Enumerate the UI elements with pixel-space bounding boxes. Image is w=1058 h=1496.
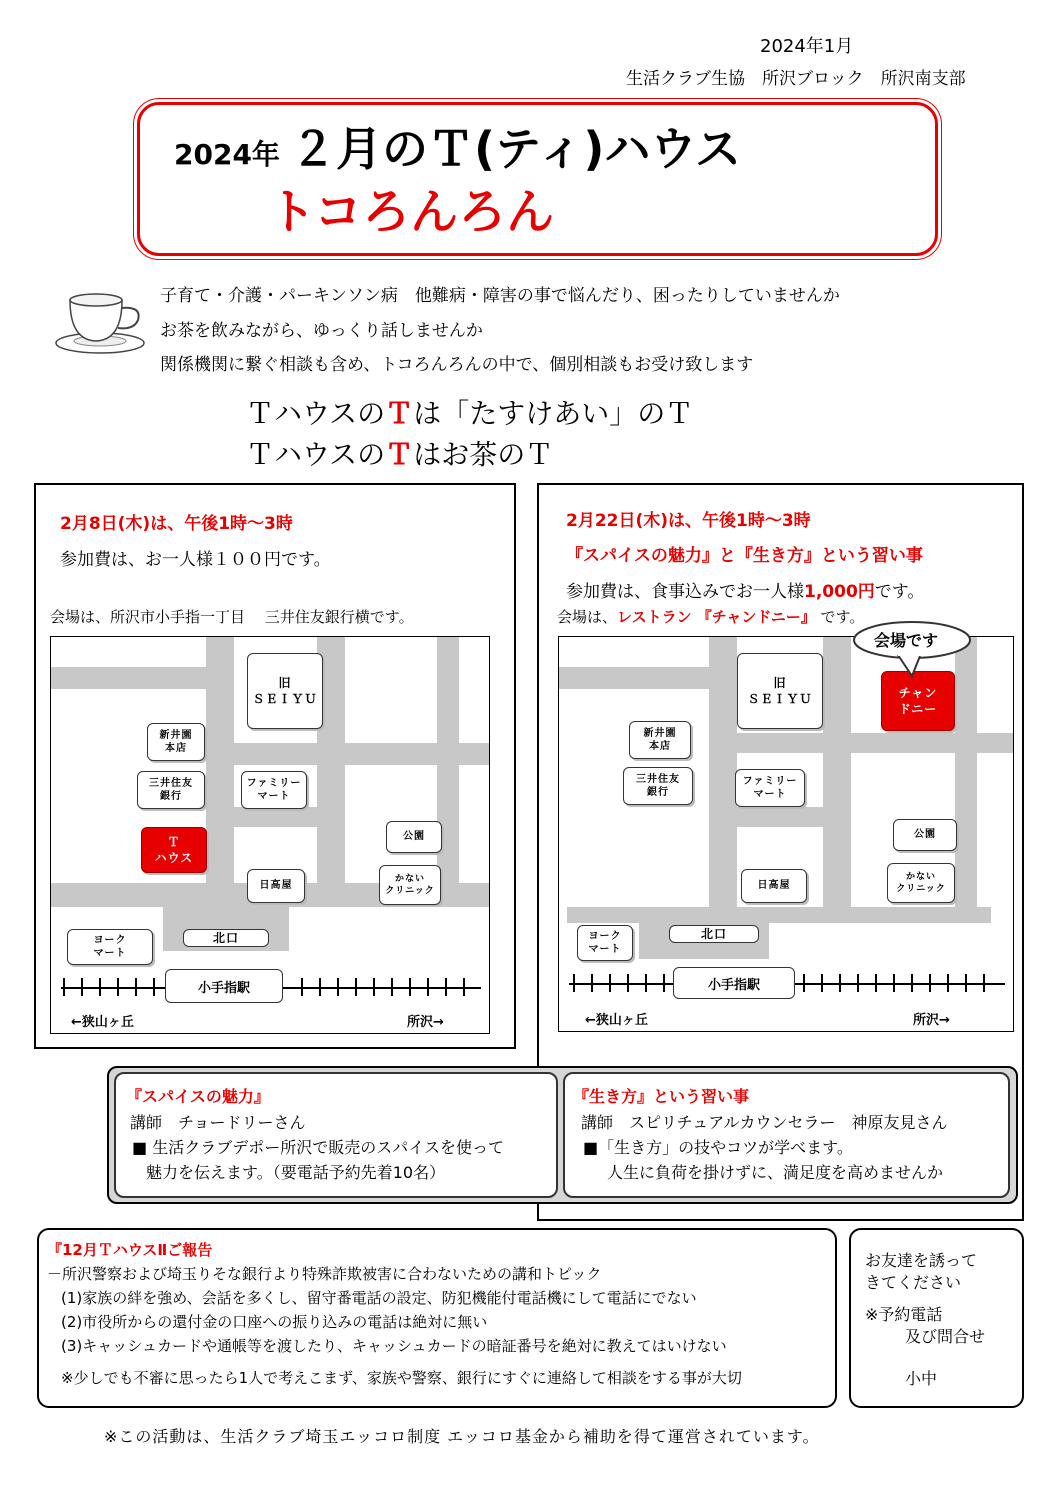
rail-tick [839, 974, 841, 992]
ikikata-desc-2: 人生に負荷を掛けずに、満足度を高めませんか [607, 1163, 944, 1182]
rail-tick [153, 978, 155, 996]
rail-tick [427, 978, 429, 996]
rail-tick [573, 974, 575, 992]
rail-tick [135, 978, 137, 996]
page-title: ２月のＴ(ティ)ハウス [290, 122, 741, 176]
road [737, 733, 1014, 753]
slogan-line-2 [246, 433, 553, 473]
event2-venue-name: レストラン 『チャンドニー』 [617, 608, 816, 626]
report-item-3: (3)キャッシュカードや通帳等を渡したり、キャッシュカードの暗証番号を絶対に教えてはいけない [61, 1337, 727, 1355]
rail-tick [337, 978, 339, 996]
rail-tick [947, 974, 949, 992]
rail-tick [821, 974, 823, 992]
rail-tick [445, 978, 447, 996]
rail-tick [463, 978, 465, 996]
spice-title: 『スパイスの魅力』 [126, 1087, 270, 1106]
teacup-icon [52, 288, 152, 356]
map-kitaguchi: 北口 [183, 929, 269, 947]
event2-venue-prefix: 会場は、 [557, 608, 618, 626]
slogan-1-rest: は「たすけあい」のＴ [413, 397, 694, 430]
rail-tick [99, 978, 101, 996]
road [737, 807, 845, 827]
map-kanai-clinic: かない クリニック [379, 865, 441, 905]
map-direction-left: ←狭山ヶ丘 [585, 1013, 648, 1028]
rail-tick [627, 974, 629, 992]
rail-tick [663, 974, 665, 992]
rail-tick [409, 978, 411, 996]
contact-name: 小中 [905, 1369, 938, 1388]
intro-line-1: 子育て・介護・パーキンソン病 他難病・障害の事で悩んだり、困ったりしていませんか [160, 286, 840, 306]
slogan-2-rest: はお茶のＴ [413, 438, 554, 471]
ikikata-desc-1: ■「生き方」の技やコツが学べます。 [583, 1138, 853, 1157]
map-kanai-clinic: かない クリニック [887, 863, 955, 903]
report-box [37, 1228, 837, 1408]
map-2 [558, 636, 1014, 1032]
issue-date: 2024年1月 [760, 36, 854, 57]
event2-theme: 『スパイスの魅力』と『生き方』という習い事 [566, 546, 923, 566]
road [51, 667, 206, 689]
rail-tick [857, 974, 859, 992]
spice-box [114, 1072, 558, 1198]
report-note: ※少しでも不審に思ったら1人で考えこまず、家族や警察、銀行にすぐに連絡して相談をする事が大切 [61, 1369, 742, 1387]
event2-fee-text: 参加費は、食事込みでお一人様 [566, 582, 804, 602]
map-direction-right: 所沢→ [913, 1013, 950, 1028]
map-araien: 新井園 本店 [147, 723, 205, 761]
footer-note: ※この活動は、生活クラブ埼玉エッコロ制度 エッコロ基金から補助を得て運営されています。 [104, 1427, 820, 1446]
slogan-2-text: Ｔハウスの [246, 438, 386, 471]
rail-tick [591, 974, 593, 992]
contact-line-4: 及び問合せ [905, 1327, 986, 1346]
rail-tick [391, 978, 393, 996]
map-araien: 新井園 本店 [629, 721, 691, 759]
rail-tick [63, 978, 65, 996]
report-item-1: (1)家族の絆を強め、会話を多くし、留守番電話の設定、防犯機能付電話機にして電話にでない [61, 1289, 697, 1307]
rail-tick [965, 974, 967, 992]
map-chandni: チャン ドニー [881, 671, 955, 731]
event2-fee [566, 577, 924, 602]
road [709, 637, 737, 937]
spice-desc-1: ■ 生活クラブデポー所沢で販売のスパイスを使って [132, 1138, 505, 1157]
event1-date: 2月8日(木)は、午後1時～3時 [60, 514, 293, 534]
organization-name: 生活クラブ生協 所沢ブロック 所沢南支部 [626, 69, 966, 89]
contact-line-3: ※予約電話 [865, 1305, 943, 1324]
contact-line-2: きてください [865, 1273, 962, 1292]
map-hidakaya: 日高屋 [741, 869, 807, 903]
rail-tick [983, 974, 985, 992]
title-box [137, 102, 938, 256]
spice-desc-2: 魅力を伝えます。（要電話予約先着10名） [146, 1163, 446, 1182]
map-familymart: ファミリー マート [241, 771, 307, 809]
rail-tick [645, 974, 647, 992]
rail-tick [929, 974, 931, 992]
map-old-seiyu: 旧 ＳＥＩＹＵ [247, 653, 323, 729]
map-old-seiyu: 旧 ＳＥＩＹＵ [737, 653, 823, 729]
rail-tick [803, 974, 805, 992]
event1-venue: 会場は、所沢市小手指一丁目 三井住友銀行横です。 [50, 608, 414, 626]
map-park: 公園 [386, 821, 442, 853]
rail-tick [301, 978, 303, 996]
ikikata-title: 『生き方』という習い事 [573, 1087, 750, 1106]
spice-lecturer: 講師 チョードリーさん [130, 1113, 306, 1132]
map-direction-left: ←狭山ヶ丘 [71, 1015, 134, 1030]
slogan-1-t: Ｔ [385, 397, 414, 430]
map-york-mart: ヨーク マート [577, 925, 633, 961]
rail-tick [875, 974, 877, 992]
map-park: 公園 [893, 819, 957, 851]
road [234, 807, 344, 827]
map-t-house: Ｔ ハウス [141, 827, 207, 873]
event2-venue [557, 606, 864, 627]
event2-fee-suffix: です。 [874, 582, 925, 602]
map-kitaguchi: 北口 [669, 925, 759, 943]
road [437, 637, 459, 907]
map-direction-right: 所沢→ [407, 1015, 444, 1030]
map-kotesashi-station: 小手指駅 [673, 967, 795, 999]
map-kotesashi-station: 小手指駅 [165, 969, 283, 1003]
map-mitsui-bank: 三井住友 銀行 [623, 767, 693, 805]
event2-venue-suffix: です。 [815, 608, 865, 626]
rail-tick [609, 974, 611, 992]
contact-line-1: お友達を誘って [865, 1251, 978, 1270]
ikikata-lecturer: 講師 スピリチュアルカウンセラー 神原友見さん [581, 1113, 948, 1132]
rail-tick [81, 978, 83, 996]
report-intro: －所沢警察および埼玉りそな銀行より特殊詐欺被害に合わないための講和トピック [47, 1265, 602, 1283]
ikikata-box [563, 1072, 1010, 1198]
map-hidakaya: 日高屋 [247, 869, 305, 903]
slogan-1-text: Ｔハウスの [246, 397, 386, 430]
rail-tick [911, 974, 913, 992]
event2-date: 2月22日(木)は、午後1時～3時 [566, 511, 811, 531]
event1-fee: 参加費は、お一人様１００円です。 [60, 550, 331, 570]
road [567, 907, 991, 923]
map-york-mart: ヨーク マート [67, 929, 153, 965]
report-title: 『12月ＴハウスⅡご報告 [47, 1241, 213, 1259]
event2-fee-amount: 1,000円 [804, 582, 875, 602]
rail-tick [319, 978, 321, 996]
rail-tick [117, 978, 119, 996]
title-year: 2024年 [174, 138, 280, 171]
contact-box [849, 1228, 1024, 1408]
rail-tick [355, 978, 357, 996]
page-subtitle: トコろんろん [268, 184, 555, 240]
intro-line-2: お茶を飲みながら、ゆっくり話しませんか [160, 321, 483, 341]
intro-line-3: 関係機関に繋ぐ相談も含め、トコろんろんの中で、個別相談もお受け致します [160, 355, 754, 375]
map-1 [50, 636, 490, 1034]
report-item-2: (2)市役所からの還付金の口座への振り込みの電話は絶対に無い [61, 1313, 488, 1331]
road [234, 743, 490, 765]
road [823, 637, 851, 909]
rail-tick [893, 974, 895, 992]
map-familymart: ファミリー マート [735, 769, 805, 807]
road [559, 667, 709, 689]
venue-callout-text: 会場です [874, 631, 939, 650]
slogan-line-1 [246, 392, 693, 432]
slogan-2-t: Ｔ [385, 438, 414, 471]
rail-tick [373, 978, 375, 996]
map-mitsui-bank: 三井住友 銀行 [137, 771, 205, 809]
